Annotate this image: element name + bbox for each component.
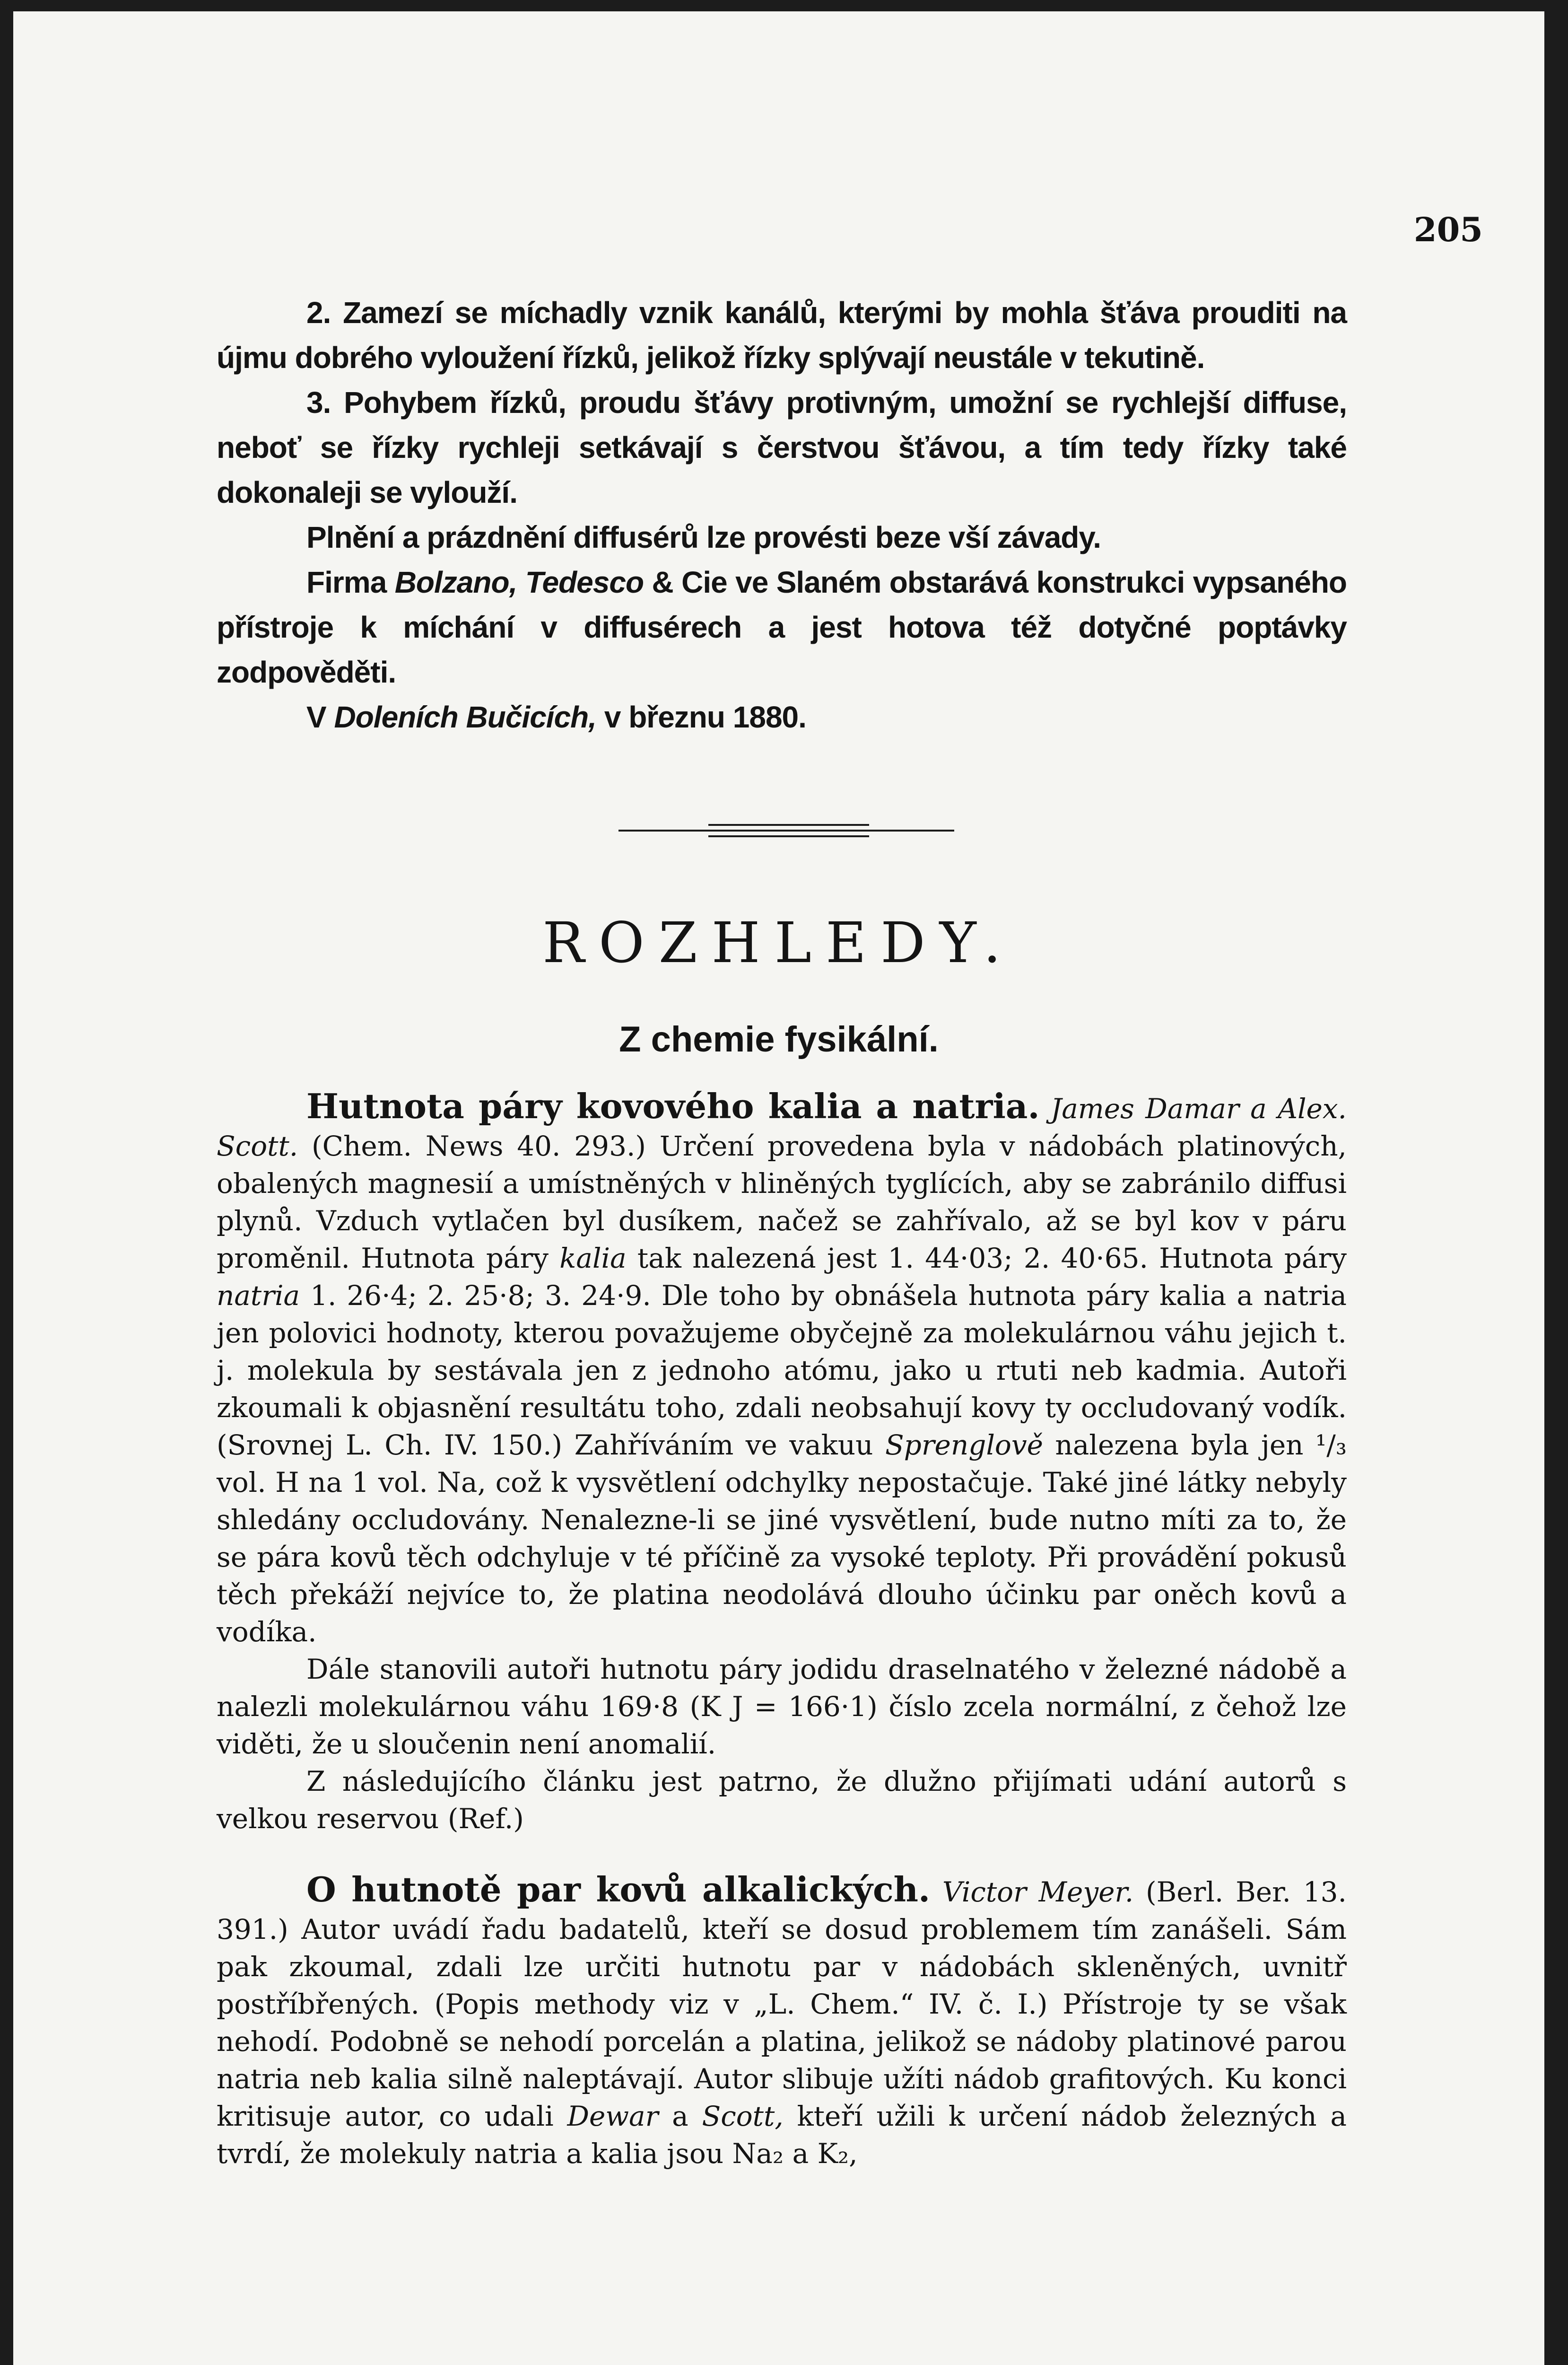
firm-text-before: Firma [306,565,395,599]
article-alkali-metal-vapor-density [217,1871,1347,2172]
article1-text3: 1. 26·4; 2. 25·8; 3. 24·9. Dle toho by obnášela hutnota páry kalia a natria jen polovici hodnoty, kterou považujeme obyčejně za molekulárnou váhu jejich t. j. molekula by sestávala jen z jednoho atómu, jako u rtuti neb kadmia. Autoři zkoumali k objasnění resultátu toho, zdali neobsahují kovy ty occludovaný vodík. (Srovnej L. Ch. IV. 150.) Zahříváním ve vakuu [217,1279,1347,1461]
dateline-prefix: V [306,700,334,734]
article2-text1: (Berl. Ber. 13. 391.) Autor uvádí řadu badatelů, kteří se dosud problemem tím zanášeli. Sám pak zkoumal, zdali lze určiti hutnotu par v nádobách skleněných, uvnitř postříbřených. (Popis methody viz v „L. Chem.“ IV. č. I.) Přístroje ty se však nehodí. Podobně se nehodí porcelán a platina, jelikož se nádoby platinové parou natria neb kalia silně naleptávají. Autor slibuje užíti nádob grafitových. Ku konci kritisuje autor, co udali [217,1876,1347,2132]
article1-text4: nalezena byla jen ¹/₃ vol. H na 1 vol. Na, což k vysvětlení odchylky nepostačuje. Také jiné látky nebyly shledány occludovány. Nenalezne-li se jiné vysvětlení, bude nutno míti za to, že se pára kovů těch odchyluje v té příčině za vysoké teploty. Při provádění pokusů těch překáží nejvíce to, že platina neodolává dlouho účinku par oněch kovů a vodíka. [217,1429,1347,1648]
firm-text-after: & Cie ve Slaném obstarává konstrukci vypsaného přístroje k míchání v diffusérech a jest hotova též dotyčné poptávky zodpověděti. [217,565,1347,689]
article2-text2: kteří užili k určení nádob železných a tvrdí, že molekuly natria a kalia jsou Na₂ a K₂, [217,2100,1347,2170]
article1-title: Hutnota páry kovového kalia a natria. [306,1086,1040,1126]
article2-para1 [217,1871,1347,2172]
divider-line-top [708,824,869,826]
section-title: ROZHLEDY. [542,910,1015,975]
article1-natria: natria [217,1279,300,1312]
article1-text2: tak nalezená jest 1. 44·03; 2. 40·65. Hutnota páry [626,1242,1347,1274]
subsection-title: Z chemie fysikální. [619,1019,939,1060]
article1-para2: Dále stanovili autoři hutnotu páry jodidu draselnatého v železné nádobě a nalezli molekulárnou váhu 169·8 (K J = 166·1) číslo zcela normální, z čehož lze viděti, že u sloučenin není anomalií. [217,1653,1347,1760]
dateline-place: Doleních Bučicích, [334,700,597,734]
divider-line-bottom [708,835,869,837]
page-number: 205 [1413,210,1483,249]
firm-names: Bolzano, Tedesco [394,565,644,599]
top-text-block [217,290,1347,740]
paragraph-filling: Plnění a prázdnění diffusérů lze provésti beze vší závady. [306,520,1101,554]
article1-kalia: kalia [559,1242,627,1274]
article2-and: a [658,2100,702,2132]
article1-para1 [217,1087,1347,1651]
article2-title: O hutnotě par kovů alkalických. [306,1869,931,1910]
article1-authors: James Damar a Alex. Scott. [217,1093,1347,1162]
articles-block [217,1087,1347,2206]
article2-dewar: Dewar [567,2100,659,2132]
paragraph-item-2: 2. Zamezí se míchadly vznik kanálů, kterými by mohla šťáva prouditi na újmu dobrého vyloužení řízků, jelikož řízky splývají neustále v tekutině. [217,296,1347,375]
article2-scott: Scott, [702,2100,784,2132]
dateline-suffix: v březnu 1880. [596,700,806,734]
article2-author: Victor Meyer. [942,1876,1134,1908]
article1-para3: Z následujícího článku jest patrno, že dlužno přijímati udání autorů s velkou reservou (Ref.) [217,1765,1347,1835]
article1-sprengel: Sprenglově [885,1429,1043,1461]
paragraph-firm [217,560,1347,695]
divider-line-middle [618,830,954,832]
article1-text1: (Chem. News 40. 293.) Určení provedena byla v nádobách platinových, obalených magnesií a umístněných v hliněných tyglících, aby se zabránilo diffusi plynů. Vzduch vytlačen byl dusíkem, načež se zahřívalo, až se byl kov v páru proměnil. Hutnota páry [217,1130,1347,1274]
document-page [13,11,1544,2365]
section-divider [618,820,954,839]
dateline [217,695,1347,740]
paragraph-item-3: 3. Pohybem řízků, proudu šťávy protivným, umožní se rychlejší diffuse, neboť se řízky rychleji setkávají s čerstvou šťávou, a tím tedy řízky také dokonaleji se vylouží. [217,385,1347,509]
article-vapor-density-potassium-sodium [217,1087,1347,1838]
